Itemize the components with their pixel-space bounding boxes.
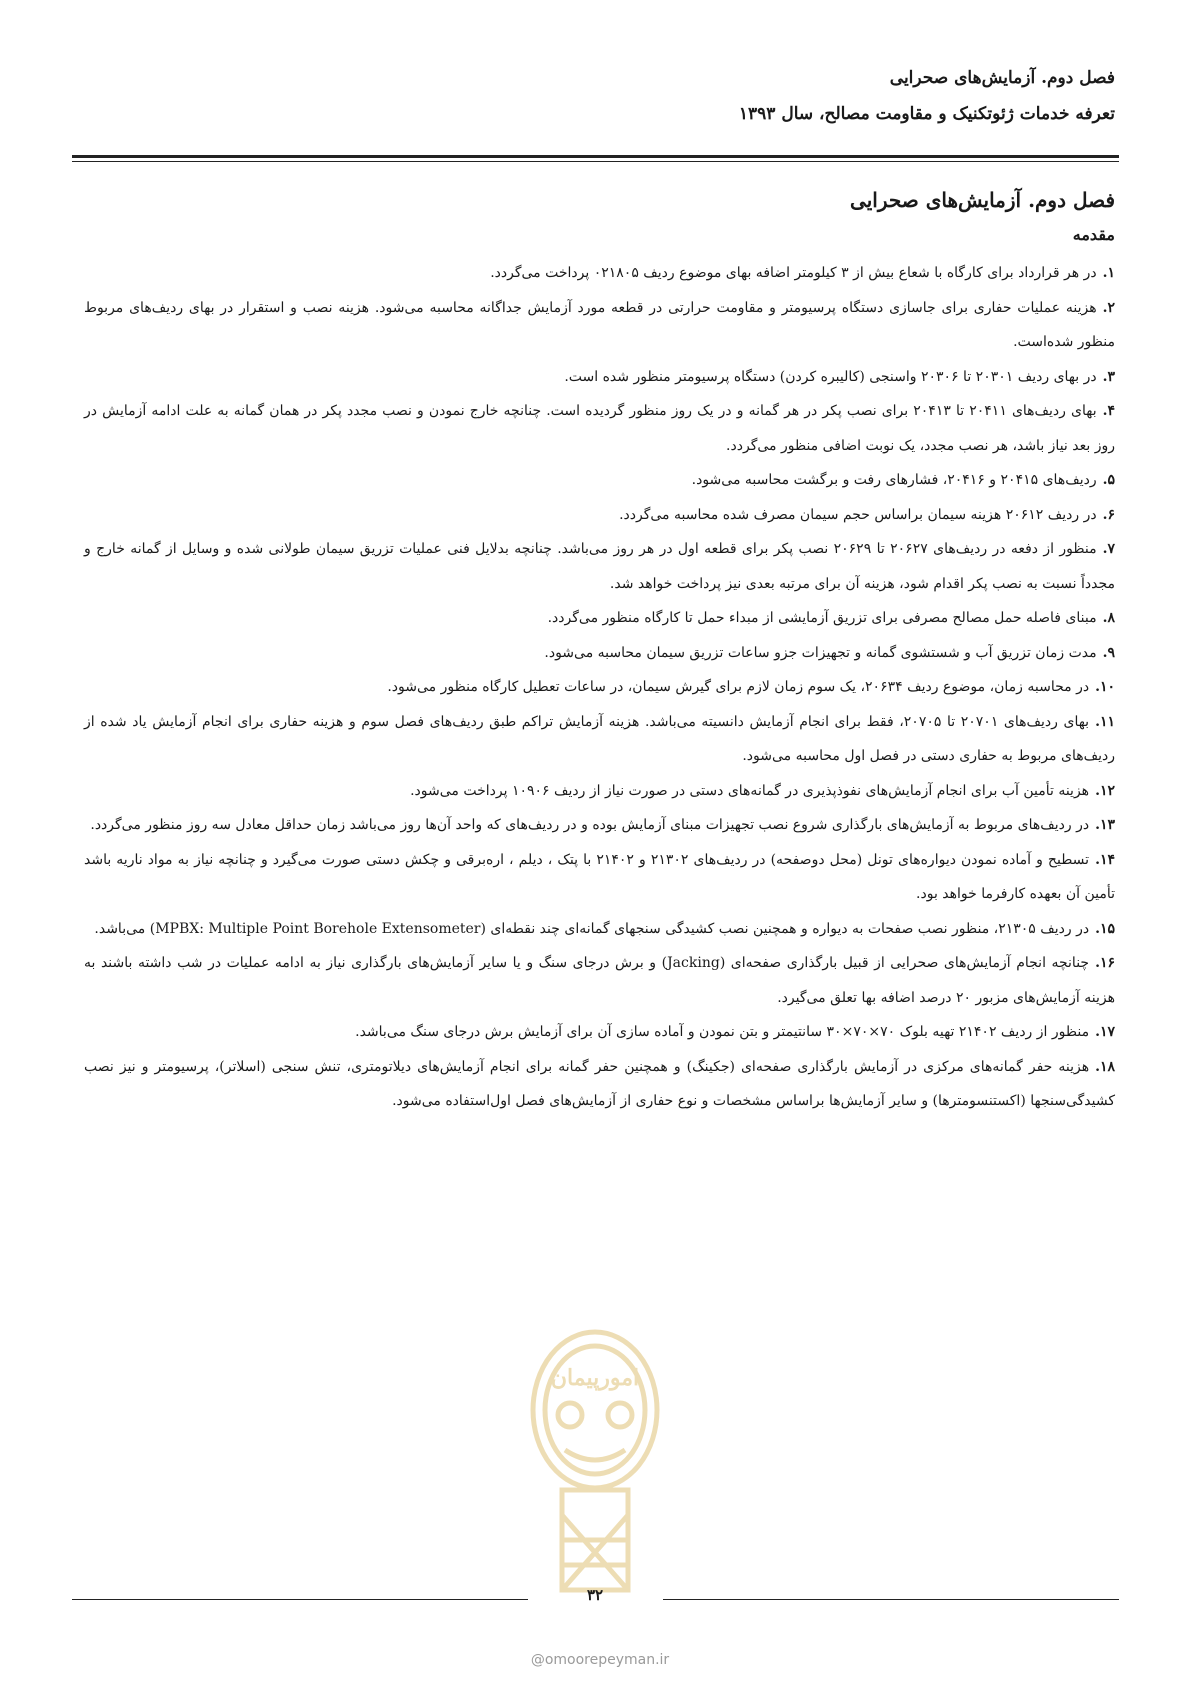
provision-text: در ردیف ۲۱۳۰۵، منظور نصب صفحات به دیواره و همچنین نصب کشیدگی سنجهای گمانه‌ای چند نقطه‌ای (MPBX: Multiple Point Borehole Extensometer) می‌باشد.	[94, 920, 1090, 937]
provision-number: ۹.	[1102, 644, 1115, 661]
seal-watermark	[450, 1300, 740, 1600]
provision-item	[84, 946, 1115, 1015]
provision-item	[84, 463, 1115, 498]
provision-text: بهای ردیف‌های ۲۰۷۰۱ تا ۲۰۷۰۵، فقط برای انجام آزمایش دانسیته می‌باشد. هزینه آزمایش تراکم طبق ردیف‌های فصل سوم و هزینه حفاری برای انجام آزمایش یاد شده از ردیف‌های مربوط به حفاری دستی در فصل اول محاسبه می‌شود.	[84, 713, 1115, 764]
footer-divider-left	[72, 1599, 528, 1600]
provision-number: ۲.	[1102, 299, 1115, 316]
provision-text: در ردیف ۲۰۶۱۲ هزینه سیمان براساس حجم سیمان مصرف شده محاسبه می‌گردد.	[619, 506, 1097, 523]
watermark-url: @omoorepeyman.ir	[530, 1652, 670, 1668]
provision-number: ۱۵.	[1095, 920, 1115, 937]
provision-number: ۶.	[1102, 506, 1115, 523]
header-divider	[72, 155, 1119, 158]
provision-text: هزینه حفر گمانه‌های مرکزی در آزمایش بارگذاری صفحه‌ای (جکینگ) و همچنین حفر گمانه برای انجام آزمایش‌های دیلاتومتری، تنش سنجی (اسلاتر)، پرسیومتر و نیز نصب کشیدگی‌سنجها (اکستنسومترها) و سایر آزمایش‌ها براساس مشخصات و نوع حفاری از آزمایش‌های فصل اول‌استفاده می‌شود.	[84, 1058, 1115, 1109]
provision-text: در ردیف‌های مربوط به آزمایش‌های بارگذاری شروع نصب تجهیزات مبنای آزمایش بوده و در ردیف‌های که واحد آن‌ها روز می‌باشد زمان حداقل معادل سه روز منظور می‌گردد.	[90, 817, 1090, 833]
provisions-list	[84, 256, 1115, 1119]
provision-text: هزینه عملیات حفاری برای جاسازی دستگاه پرسیومتر و مقاومت حرارتی در قطعه مورد آزمایش جداگانه محاسبه می‌شود. هزینه نصب و استقرار در بهای ردیف‌های مربوط منظور شده‌است.	[84, 299, 1115, 350]
provision-item	[84, 601, 1115, 636]
provision-item	[84, 705, 1115, 774]
provision-item	[84, 360, 1115, 395]
provision-item	[84, 808, 1115, 843]
section-title-intro: مقدمه	[1072, 225, 1115, 244]
provision-number: ۱۸.	[1095, 1058, 1115, 1075]
provision-item	[84, 256, 1115, 291]
provision-number: ۷.	[1102, 541, 1116, 557]
footer-divider-right	[663, 1599, 1119, 1600]
provision-text: در محاسبه زمان، موضوع ردیف ۲۰۶۳۴، یک سوم زمان لازم برای گیرش سیمان، در ساعات تعطیل کارگاه منظور می‌شود.	[387, 679, 1090, 695]
provision-item	[84, 1050, 1115, 1119]
provision-text: تسطیح و آماده نمودن دیواره‌های تونل (محل دوصفحه) در ردیف‌های ۲۱۳۰۲ و ۲۱۴۰۲ با پتک ، دیلم ، اره‌برقی و چکش دستی صورت می‌گیرد و چنانچه نیاز به مواد ناریه باشد تأمین آن بعهده کارفرما خواهد بود.	[84, 851, 1115, 902]
provision-item	[84, 291, 1115, 360]
provision-number: ۴.	[1102, 403, 1116, 419]
provision-text: منظور از ردیف ۲۱۴۰۲ تهیه بلوک ۷۰×۷۰×۳۰ سانتیمتر و بتن نمودن و آماده سازی آن برای آزمایش برش درجای سنگ می‌باشد.	[355, 1024, 1090, 1040]
provision-text: در هر قرارداد برای کارگاه با شعاع بیش از ۳ کیلومتر اضافه بهای موضوع ردیف ۰۲۱۸۰۵ پرداخت می‌گردد.	[490, 265, 1097, 281]
provision-item	[84, 532, 1115, 601]
provision-text: منظور از دفعه در ردیف‌های ۲۰۶۲۷ تا ۲۰۶۲۹ نصب پکر برای قطعه اول در هر روز می‌باشد. چنانچه بدلایل فنی عملیات تزریق سیمان طولانی شده و وسایل از گمانه خارج و مجدداً نسبت به نصب پکر اقدام شود، هزینه آن برای مرتبه بعدی نیز پرداخت خواهد شد.	[84, 541, 1115, 592]
provision-item	[84, 670, 1115, 705]
seal-text: امورپیمان	[550, 1365, 640, 1391]
provision-number: ۱۷.	[1095, 1024, 1115, 1040]
provision-item	[84, 1015, 1115, 1050]
provision-text: مدت زمان تزریق آب و شستشوی گمانه و تجهیزات جزو ساعات تزریق سیمان محاسبه می‌شود.	[544, 644, 1097, 661]
provision-number: ۱۰.	[1095, 679, 1115, 695]
provision-number: ۱.	[1102, 265, 1115, 281]
provision-item	[84, 636, 1115, 671]
chapter-title: فصل دوم. آزمایش‌های صحرایی	[850, 188, 1115, 212]
header-chapter: فصل دوم. آزمایش‌های صحرایی	[889, 68, 1115, 88]
header-publication: تعرفه خدمات ژئوتکنیک و مقاومت مصالح، سال ۱۳۹۳	[738, 104, 1115, 124]
provision-text: ردیف‌های ۲۰۴۱۵ و ۲۰۴۱۶، فشارهای رفت و برگشت محاسبه می‌شود.	[691, 472, 1097, 488]
provision-item	[84, 498, 1115, 533]
running-header	[72, 60, 1115, 132]
provision-number: ۵.	[1102, 472, 1115, 488]
provision-text: چنانچه انجام آزمایش‌های صحرایی از قبیل بارگذاری صفحه‌ای (Jacking) و برش درجای سنگ و یا سایر آزمایش‌های بارگذاری نیاز به ادامه عملیات در شب داشته باشند به هزینه آزمایش‌های مزبور ۲۰ درصد اضافه بها تعلق می‌گیرد.	[84, 955, 1115, 1006]
provision-number: ۱۶.	[1095, 955, 1116, 971]
provision-text: در بهای ردیف ۲۰۳۰۱ تا ۲۰۳۰۶ واسنجی (کالیبره کردن) دستگاه پرسیومتر منظور شده است.	[564, 368, 1097, 385]
provision-item	[84, 394, 1115, 463]
provision-item	[84, 912, 1115, 947]
provision-number: ۱۳.	[1095, 817, 1115, 833]
page-number: ۳۲	[586, 1586, 604, 1604]
provision-number: ۱۲.	[1095, 782, 1115, 799]
provision-text: مبنای فاصله حمل مصالح مصرفی برای تزریق آزمایشی از مبداء حمل تا کارگاه منظور می‌گردد.	[547, 610, 1097, 626]
provision-item	[84, 774, 1115, 809]
provision-number: ۸.	[1102, 610, 1115, 626]
provision-number: ۱۱.	[1095, 713, 1116, 730]
provision-item	[84, 843, 1115, 912]
provision-number: ۱۴.	[1095, 851, 1115, 868]
provision-text: بهای ردیف‌های ۲۰۴۱۱ تا ۲۰۴۱۳ برای نصب پکر در هر گمانه و در یک روز منظور گردیده است. چنانچه خارج نمودن و نصب مجدد پکر در همان گمانه به علت ادامه آزمایش در روز بعد نیاز باشد، هر نصب مجدد، یک نوبت اضافی منظور می‌گردد.	[84, 403, 1115, 454]
main-content	[84, 182, 1115, 1119]
provision-number: ۳.	[1102, 368, 1115, 385]
provision-text: هزینه تأمین آب برای انجام آزمایش‌های نفوذپذیری در گمانه‌های دستی در صورت نیاز از ردیف ۱۰۹۰۶ پرداخت می‌شود.	[410, 782, 1090, 799]
